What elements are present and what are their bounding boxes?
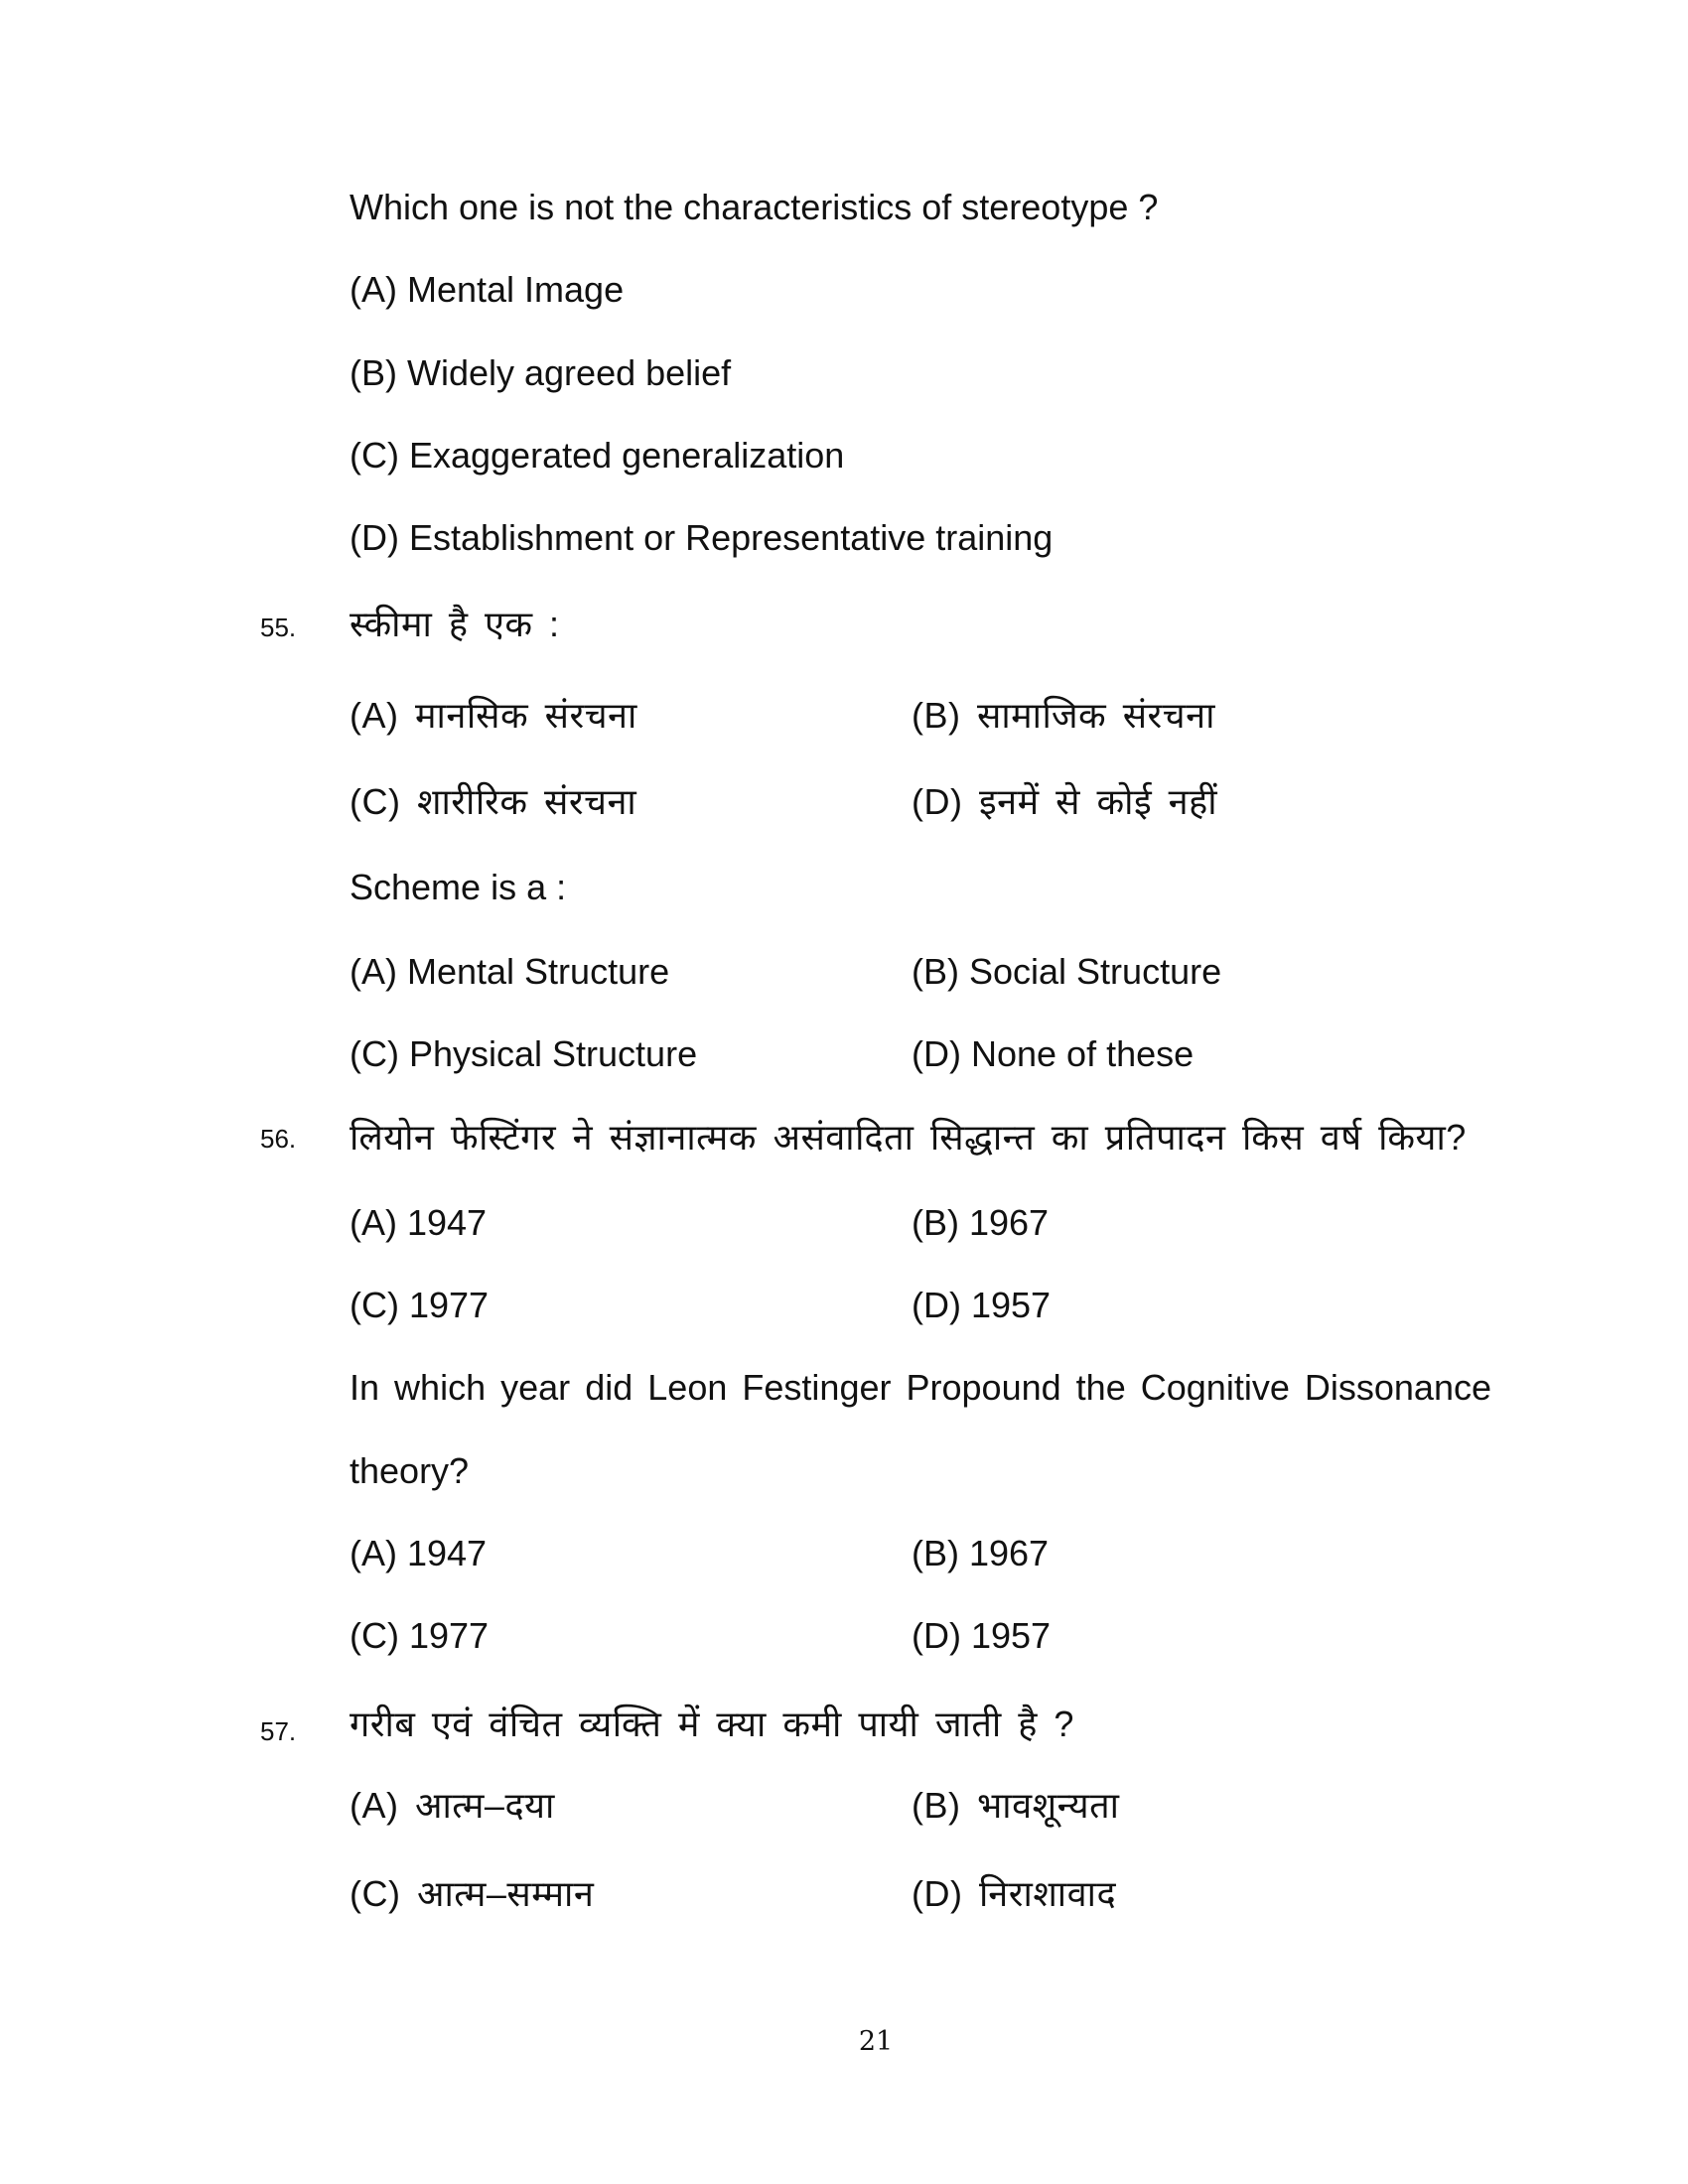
question-56-english-option-a: (A) 1947 (350, 1533, 488, 1573)
question-56-english-option-c: (C) 1977 (350, 1615, 490, 1656)
question-55-number: 55. (260, 613, 297, 642)
question-56-hindi-option-a: (A) 1947 (350, 1202, 488, 1243)
question-54-english-text: Which one is not the characteristics of stereotype ? (350, 187, 1159, 227)
question-55-hindi-text: स्कीमा है एक : (350, 604, 560, 644)
question-54-option-d: (D) Establishment or Representative training (350, 517, 1054, 558)
question-54-option-b: (B) Widely agreed belief (350, 352, 732, 393)
question-56-hindi-text: लियोन फेस्टिंगर ने संज्ञानात्मक असंवादिता सिद्धान्त का प्रतिपादन किस वर्ष किया? (350, 1117, 1467, 1158)
question-56-english-option-d: (D) 1957 (912, 1615, 1052, 1656)
question-54-option-c: (C) Exaggerated generalization (350, 435, 845, 476)
page-number: 21 (858, 2026, 894, 2057)
question-55-hindi-option-c: (C) शारीरिक संरचना (350, 781, 637, 822)
question-56-english-option-b: (B) 1967 (912, 1533, 1050, 1573)
question-55-hindi-option-a: (A) मानसिक संरचना (350, 695, 637, 736)
question-55-english-option-c: (C) Physical Structure (350, 1033, 698, 1074)
question-56-hindi-option-d: (D) 1957 (912, 1285, 1052, 1325)
question-55-hindi-option-d: (D) इनमें से कोई नहीं (912, 781, 1218, 822)
question-55-hindi-option-b: (B) सामाजिक संरचना (912, 695, 1215, 736)
question-55-english-text: Scheme is a : (350, 867, 567, 907)
question-55-english-option-a: (A) Mental Structure (350, 951, 670, 992)
question-56-hindi-option-b: (B) 1967 (912, 1202, 1050, 1243)
question-57-hindi-option-a: (A) आत्म–दया (350, 1785, 555, 1826)
question-55-english-option-b: (B) Social Structure (912, 951, 1222, 992)
question-57-number: 57. (260, 1716, 297, 1746)
question-57-hindi-option-b: (B) भावशून्यता (912, 1785, 1120, 1826)
question-56-english-text-line2: theory? (350, 1450, 470, 1491)
question-56-number: 56. (260, 1124, 297, 1154)
question-57-hindi-option-c: (C) आत्म–सम्मान (350, 1873, 595, 1914)
question-56-english-text-line1: In which year did Leon Festinger Propound the Cognitive Dissonance (350, 1367, 1491, 1408)
question-54-option-a: (A) Mental Image (350, 269, 625, 310)
question-57-hindi-option-d: (D) निराशावाद (912, 1873, 1117, 1914)
question-55-english-option-d: (D) None of these (912, 1033, 1195, 1074)
question-57-hindi-text: गरीब एवं वंचित व्यक्ति में क्या कमी पायी जाती है ? (350, 1704, 1074, 1744)
question-56-hindi-option-c: (C) 1977 (350, 1285, 490, 1325)
